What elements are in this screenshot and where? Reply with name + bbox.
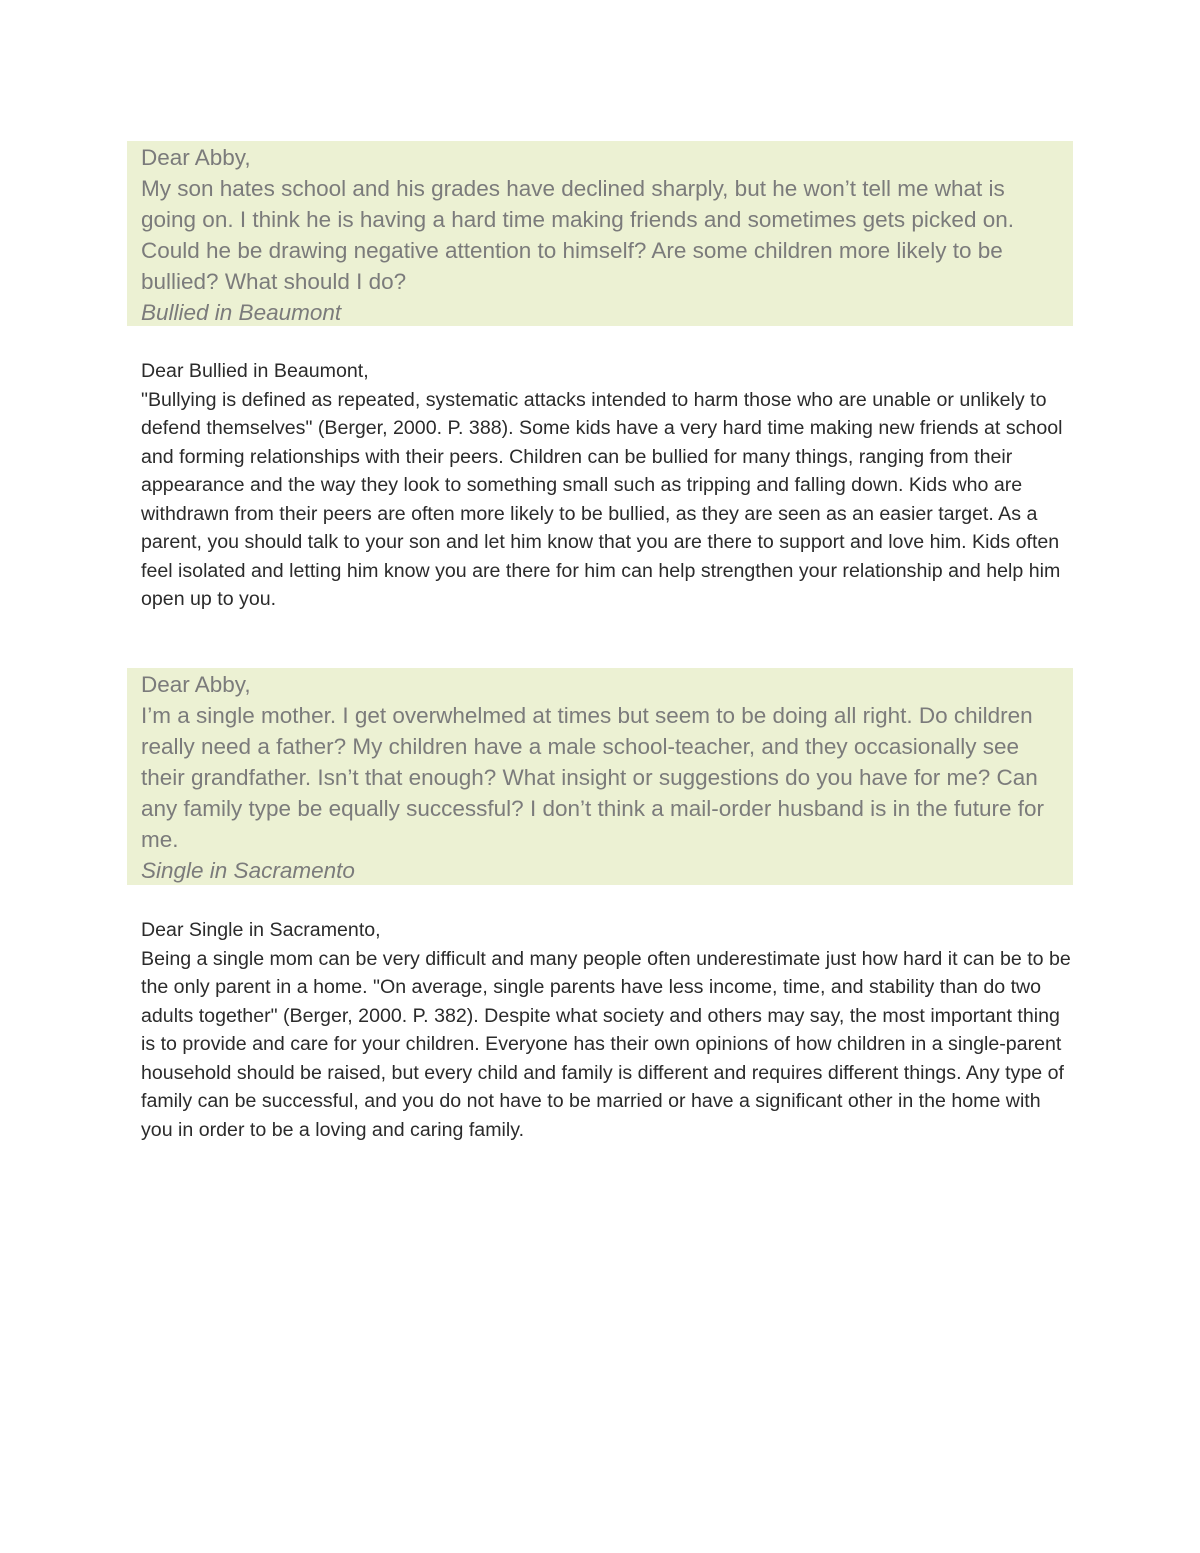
- letter-signature: Bullied in Beaumont: [141, 300, 342, 325]
- letter-body: My son hates school and his grades have declined sharply, but he won’t tell me what is going on. I think he is having a hard time making friends and sometimes gets picked on. Could he be drawing negative attention to himself? Are some children more likely to be bullied? What should I do?: [141, 176, 1014, 294]
- letter-body: I’m a single mother. I get overwhelmed at times but seem to be doing all right. Do children really need a father? My children have a male school-teacher, and they occasionally see their grandfather. Isn’t that enough? What insight or suggestions do you have for me? Can any family type be equally successful? I don’t think a mail-order husband is in the future for me.: [141, 703, 1044, 852]
- letter-signature: Single in Sacramento: [141, 858, 355, 883]
- letter-to-abby-1: [127, 141, 1073, 326]
- reply-body: "Bullying is defined as repeated, systematic attacks intended to harm those who are unable or unlikely to defend themselves" (Berger, 2000. P. 388). Some kids have a very hard time making new friends at school and forming relationships with their peers. Children can be bullied for many things, ranging from their appearance and the way they look to something small such as tripping and falling down. Kids who are withdrawn from their peers are often more likely to be bullied, as they are seen as an easier target. As a parent, you should talk to your son and let him know that you are there to support and love him. Kids often feel isolated and letting him know you are there for him can help strengthen your relationship and help him open up to you.: [141, 388, 1063, 610]
- letter-to-abby-2: [127, 668, 1073, 885]
- reply-body: Being a single mom can be very difficult and many people often underestimate just how hard it can be to be the only parent in a home. "On average, single parents have less income, time, and stability than do two adults together" (Berger, 2000. P. 382). Despite what society and others may say, the most important thing is to provide and care for your children. Everyone has their own opinions of how children in a single-parent household should be raised, but every child and family is different and requires different things. Any type of family can be successful, and you do not have to be married or have a significant other in the home with you in order to be a loving and caring family.: [141, 947, 1071, 1141]
- reply-2: [141, 916, 1071, 1144]
- reply-greeting: Dear Single in Sacramento,: [141, 919, 381, 941]
- reply-greeting: Dear Bullied in Beaumont,: [141, 360, 369, 382]
- letter-greeting: Dear Abby,: [141, 672, 251, 697]
- reply-1: [141, 357, 1071, 614]
- letter-greeting: Dear Abby,: [141, 145, 251, 170]
